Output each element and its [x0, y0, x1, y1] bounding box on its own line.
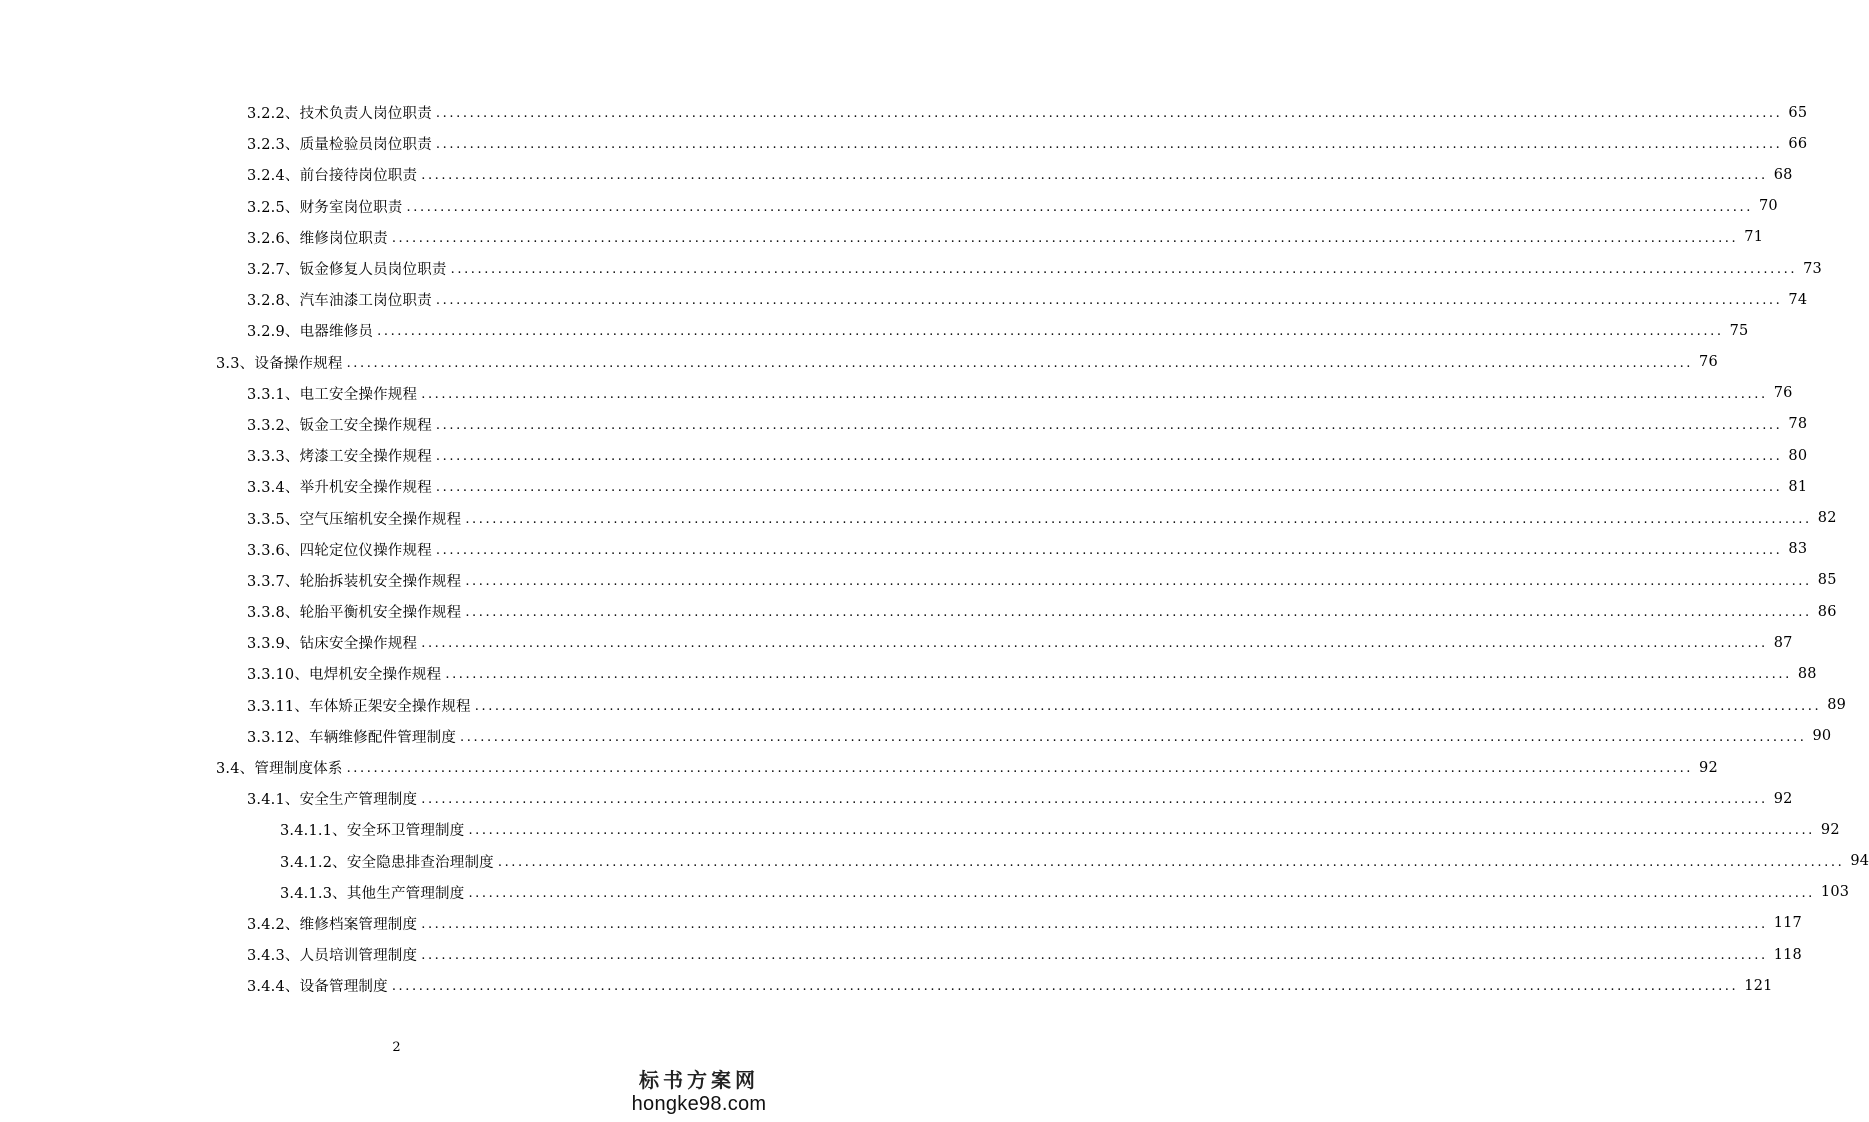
toc-entry-line	[0, 539, 1808, 560]
toc-entry-number: 3.4.1、	[247, 792, 300, 809]
toc-entry-line	[0, 819, 1840, 840]
toc-entry-leader: ........................................................................................................................................................................................................	[450, 262, 1798, 278]
page-number: 2	[392, 1040, 401, 1055]
toc-entry[interactable]	[0, 284, 1808, 315]
toc-entry-line	[0, 102, 1808, 123]
toc-entry[interactable]	[0, 752, 1718, 783]
toc-entry-page: 80	[1788, 447, 1808, 464]
toc-entry[interactable]	[0, 721, 1832, 752]
toc-entry[interactable]	[0, 877, 1850, 908]
toc-entry-number: 3.2.3、	[247, 137, 300, 154]
toc-entry-line	[0, 882, 1850, 903]
toc-entry[interactable]	[0, 378, 1793, 409]
toc-entry-line	[0, 757, 1718, 778]
toc-entry[interactable]	[0, 347, 1718, 378]
toc-entry-leader: ........................................................................................................................................................................................................	[497, 854, 1845, 870]
toc-entry[interactable]	[0, 565, 1837, 596]
toc-entry-line	[0, 508, 1837, 529]
toc-entry-leader: ........................................................................................................................................................................................................	[465, 511, 1812, 527]
toc-entry-leader: ........................................................................................................................................................................................................	[377, 324, 1724, 340]
toc-entry-number: 3.3.7、	[247, 573, 300, 590]
toc-entry-line	[0, 164, 1793, 185]
toc-entry-title: 电工安全操作规程	[299, 386, 418, 403]
toc-entry-leader: ........................................................................................................................................................................................................	[460, 729, 1807, 745]
toc-entry[interactable]	[0, 846, 1869, 877]
toc-entry-page: 70	[1758, 198, 1778, 215]
toc-entry[interactable]	[0, 315, 1749, 346]
toc-entry-line	[0, 320, 1749, 341]
toc-entry-title: 空气压缩机安全操作规程	[299, 511, 462, 528]
toc-entry-number: 3.3.10、	[247, 667, 310, 684]
toc-entry[interactable]	[0, 97, 1808, 128]
toc-entry-page: 73	[1803, 260, 1822, 277]
toc-entry[interactable]	[0, 690, 1847, 721]
toc-entry-page: 89	[1827, 697, 1847, 714]
toc-entry-line	[0, 476, 1808, 497]
toc-entry-number: 3.4.1.1、	[280, 823, 347, 840]
toc-entry-title: 电焊机安全操作规程	[309, 667, 442, 684]
toc-entry-line	[0, 445, 1808, 466]
toc-entry-title: 技术负责人岗位职责	[299, 106, 432, 123]
toc-entry-leader: ........................................................................................................................................................................................................	[421, 168, 1768, 184]
toc-entry-page: 76	[1699, 354, 1718, 371]
toc-entry-page: 71	[1744, 229, 1764, 246]
toc-entry-number: 3.2.2、	[247, 106, 300, 123]
toc-entry-page: 92	[1773, 790, 1793, 807]
toc-entry-number: 3.4.1.3、	[280, 885, 347, 902]
toc-entry-number: 3.3.8、	[247, 605, 300, 622]
toc-entry[interactable]	[0, 783, 1793, 814]
toc-entry-number: 3.3.11、	[247, 698, 310, 715]
toc-entry-leader: ........................................................................................................................................................................................................	[445, 667, 1792, 683]
toc-entry-page: 121	[1744, 977, 1773, 994]
toc-entry-line	[0, 133, 1808, 154]
toc-entry-page: 65	[1788, 104, 1808, 121]
toc-entry-leader: ........................................................................................................................................................................................................	[465, 605, 1812, 621]
toc-entry-title: 安全环卫管理制度	[346, 823, 465, 840]
toc-entry-page: 88	[1797, 665, 1817, 682]
toc-entry-leader: ........................................................................................................................................................................................................	[435, 137, 1783, 153]
toc-entry-line	[0, 788, 1793, 809]
toc-entry[interactable]	[0, 253, 1822, 284]
toc-entry[interactable]	[0, 658, 1817, 689]
toc-entry-number: 3.3.12、	[247, 729, 310, 746]
toc-entry-leader: ........................................................................................................................................................................................................	[391, 979, 1739, 995]
toc-entry-number: 3.2.8、	[247, 293, 300, 310]
toc-entry-number: 3.4.4、	[247, 979, 300, 996]
toc-entry-leader: ........................................................................................................................................................................................................	[391, 230, 1739, 246]
toc-entry-line	[0, 383, 1793, 404]
toc-entry-number: 3.3.2、	[247, 417, 300, 434]
toc-entry-line	[0, 695, 1847, 716]
toc-entry-title: 安全生产管理制度	[299, 792, 418, 809]
toc-entry[interactable]	[0, 471, 1808, 502]
toc-entry-leader: ........................................................................................................................................................................................................	[435, 449, 1783, 465]
toc-entry-page: 92	[1820, 821, 1840, 838]
toc-entry-title: 前台接待岗位职责	[299, 168, 418, 185]
toc-entry-page: 78	[1788, 416, 1808, 433]
toc-entry-title: 车体矫正架安全操作规程	[309, 698, 471, 715]
table-of-contents	[0, 97, 1869, 1001]
toc-entry[interactable]	[0, 939, 1802, 970]
toc-entry-title: 设备操作规程	[254, 355, 343, 372]
toc-entry-page: 90	[1812, 728, 1832, 745]
toc-entry-title: 电器维修员	[299, 324, 374, 341]
toc-entry-title: 管理制度体系	[254, 761, 343, 778]
toc-entry-leader: ........................................................................................................................................................................................................	[435, 480, 1783, 496]
toc-entry-page: 75	[1729, 322, 1749, 339]
toc-entry[interactable]	[0, 191, 1778, 222]
toc-entry-page: 92	[1699, 759, 1718, 776]
toc-entry-title: 其他生产管理制度	[346, 885, 465, 902]
toc-entry-line	[0, 944, 1802, 965]
toc-entry-title: 人员培训管理制度	[299, 948, 418, 965]
toc-entry-leader: ........................................................................................................................................................................................................	[421, 948, 1768, 964]
toc-entry-number: 3.2.6、	[247, 230, 300, 247]
site-watermark	[619, 1068, 779, 1116]
toc-entry-number: 3.3.6、	[247, 542, 300, 559]
toc-entry-title: 钣金工安全操作规程	[299, 417, 432, 434]
toc-entry-line	[0, 975, 1773, 996]
toc-entry-number: 3.2.5、	[247, 199, 300, 216]
toc-entry-number: 3.4、	[216, 761, 255, 778]
watermark-title: 标书方案网	[639, 1068, 759, 1092]
toc-entry-page: 86	[1817, 603, 1837, 620]
toc-entry[interactable]	[0, 502, 1837, 533]
toc-entry-number: 3.3、	[216, 355, 255, 372]
toc-entry-line	[0, 196, 1778, 217]
toc-entry-number: 3.3.3、	[247, 449, 300, 466]
toc-entry-number: 3.2.7、	[247, 262, 300, 279]
toc-entry[interactable]	[0, 222, 1764, 253]
toc-entry[interactable]	[0, 159, 1793, 190]
toc-entry-title: 设备管理制度	[299, 979, 388, 996]
toc-entry-number: 3.3.1、	[247, 386, 300, 403]
toc-entry-page: 76	[1773, 385, 1793, 402]
toc-entry-leader: ........................................................................................................................................................................................................	[421, 386, 1768, 402]
toc-entry-leader: ........................................................................................................................................................................................................	[468, 885, 1815, 901]
toc-entry-page: 94	[1850, 853, 1869, 870]
toc-entry-line	[0, 601, 1837, 622]
toc-entry-title: 维修岗位职责	[299, 230, 388, 247]
toc-entry-leader: ........................................................................................................................................................................................................	[406, 199, 1753, 215]
toc-entry[interactable]	[0, 409, 1808, 440]
toc-entry-title: 轮胎平衡机安全操作规程	[299, 605, 462, 622]
toc-entry-leader: ........................................................................................................................................................................................................	[474, 698, 1822, 714]
toc-entry-number: 3.2.9、	[247, 324, 300, 341]
toc-entry-title: 汽车油漆工岗位职责	[299, 293, 432, 310]
toc-entry-line	[0, 258, 1822, 279]
toc-entry-page: 118	[1773, 946, 1802, 963]
toc-entry[interactable]	[0, 814, 1840, 845]
toc-entry-line	[0, 726, 1832, 747]
toc-entry-line	[0, 663, 1817, 684]
toc-entry-leader: ........................................................................................................................................................................................................	[346, 761, 1694, 777]
toc-entry-title: 质量检验员岗位职责	[299, 137, 432, 154]
toc-entry-leader: ........................................................................................................................................................................................................	[468, 823, 1815, 839]
toc-entry-title: 车辆维修配件管理制度	[309, 729, 457, 746]
toc-entry-title: 财务室岗位职责	[299, 199, 403, 216]
toc-entry-title: 举升机安全操作规程	[299, 480, 432, 497]
toc-entry-number: 3.3.4、	[247, 480, 300, 497]
toc-entry-line	[0, 227, 1764, 248]
toc-entry-page: 85	[1817, 572, 1837, 589]
watermark-url: hongke98.com	[631, 1093, 767, 1115]
toc-entry[interactable]	[0, 128, 1808, 159]
toc-entry-leader: ........................................................................................................................................................................................................	[421, 792, 1768, 808]
toc-entry[interactable]	[0, 534, 1808, 565]
toc-entry-number: 3.4.3、	[247, 948, 300, 965]
toc-entry-title: 维修档案管理制度	[299, 916, 418, 933]
toc-entry-title: 钣金修复人员岗位职责	[299, 262, 447, 279]
toc-entry[interactable]	[0, 440, 1808, 471]
toc-entry-line	[0, 414, 1808, 435]
toc-entry-line	[0, 851, 1869, 872]
toc-entry-leader: ........................................................................................................................................................................................................	[465, 573, 1812, 589]
toc-entry-title: 钻床安全操作规程	[299, 636, 418, 653]
toc-entry-leader: ........................................................................................................................................................................................................	[435, 417, 1783, 433]
toc-entry-number: 3.4.1.2、	[280, 854, 347, 871]
toc-entry-number: 3.4.2、	[247, 916, 300, 933]
toc-entry-line	[0, 352, 1718, 373]
toc-entry-page: 87	[1773, 634, 1793, 651]
toc-entry-number: 3.3.9、	[247, 636, 300, 653]
toc-entry[interactable]	[0, 596, 1837, 627]
toc-entry-title: 烤漆工安全操作规程	[299, 449, 432, 466]
toc-entry-leader: ........................................................................................................................................................................................................	[421, 636, 1768, 652]
toc-entry-line	[0, 632, 1793, 653]
toc-entry-leader: ........................................................................................................................................................................................................	[435, 106, 1783, 122]
toc-entry-title: 四轮定位仪操作规程	[299, 542, 432, 559]
toc-entry-title: 轮胎拆装机安全操作规程	[299, 573, 462, 590]
toc-entry-page: 83	[1788, 541, 1808, 558]
toc-entry-page: 81	[1788, 478, 1808, 495]
toc-entry-leader: ........................................................................................................................................................................................................	[421, 916, 1768, 932]
toc-entry-page: 74	[1788, 291, 1808, 308]
toc-entry-page: 117	[1773, 915, 1802, 932]
toc-entry-page: 66	[1788, 135, 1808, 152]
toc-entry-number: 3.3.5、	[247, 511, 300, 528]
toc-entry-leader: ........................................................................................................................................................................................................	[435, 293, 1783, 309]
toc-entry-page: 103	[1820, 884, 1850, 901]
toc-entry-leader: ........................................................................................................................................................................................................	[346, 355, 1694, 371]
toc-entry-line	[0, 570, 1837, 591]
toc-entry-page: 82	[1817, 510, 1837, 527]
toc-entry-title: 安全隐患排查治理制度	[346, 854, 494, 871]
toc-entry-line	[0, 289, 1808, 310]
toc-entry-number: 3.2.4、	[247, 168, 300, 185]
toc-entry[interactable]	[0, 970, 1773, 1001]
toc-entry-page: 68	[1773, 166, 1793, 183]
toc-entry-line	[0, 913, 1802, 934]
toc-entry[interactable]	[0, 908, 1802, 939]
toc-entry[interactable]	[0, 627, 1793, 658]
toc-entry-leader: ........................................................................................................................................................................................................	[435, 542, 1783, 558]
